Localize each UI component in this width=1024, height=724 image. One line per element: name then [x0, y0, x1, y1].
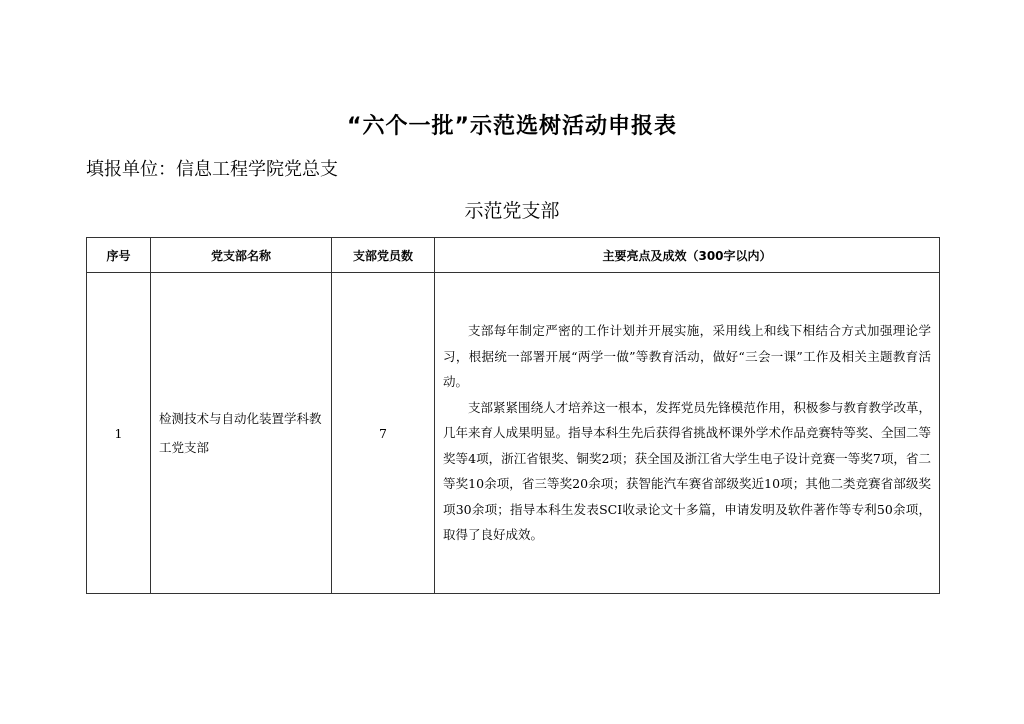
reporting-unit-label: 填报单位：	[86, 159, 176, 180]
highlights-paragraph-2: 支部紧紧围绕人才培养这一根本，发挥党员先锋模范作用，积极参与教育教学改革，几年来育人成果明显。指导本科生先后获得省挑战杯课外学术作品竞赛特等奖、全国二等奖等4项，浙江省银奖、铜奖2项；获全国及浙江省大学生电子设计竞赛一等奖7项，省二等奖10余项，省三等奖20余项；获智能汽车赛省部级奖近10项；其他二类竞赛省部级奖项30余项；指导本科生发表SCI收录论文十多篇，申请发明及软件著作等专利50余项，取得了良好成效。	[443, 399, 931, 543]
header-index: 序号	[87, 238, 151, 273]
table-header-row	[87, 238, 940, 273]
section-title: 示范党支部	[464, 200, 560, 222]
header-branch-name: 党支部名称	[151, 238, 332, 273]
header-member-count: 支部党员数	[332, 238, 435, 273]
reporting-unit-line	[86, 157, 338, 183]
row-member-count: 7	[332, 273, 435, 594]
page-title: “六个一批”示范选树活动申报表	[347, 114, 677, 139]
application-table	[86, 237, 940, 594]
reporting-unit-value: 信息工程学院党总支	[176, 159, 338, 180]
highlights-paragraph-1: 支部每年制定严密的工作计划并开展实施，采用线上和线下相结合方式加强理论学习，根据统一部署开展“两学一做”等教育活动，做好“三会一课”工作及相关主题教育活动。	[443, 323, 931, 390]
header-highlights: 主要亮点及成效（300字以内）	[435, 238, 940, 273]
row-index: 1	[87, 273, 151, 594]
row-highlights	[435, 273, 940, 594]
table-row	[87, 273, 940, 594]
row-branch-name: 检测技术与自动化装置学科教工党支部	[151, 273, 332, 594]
